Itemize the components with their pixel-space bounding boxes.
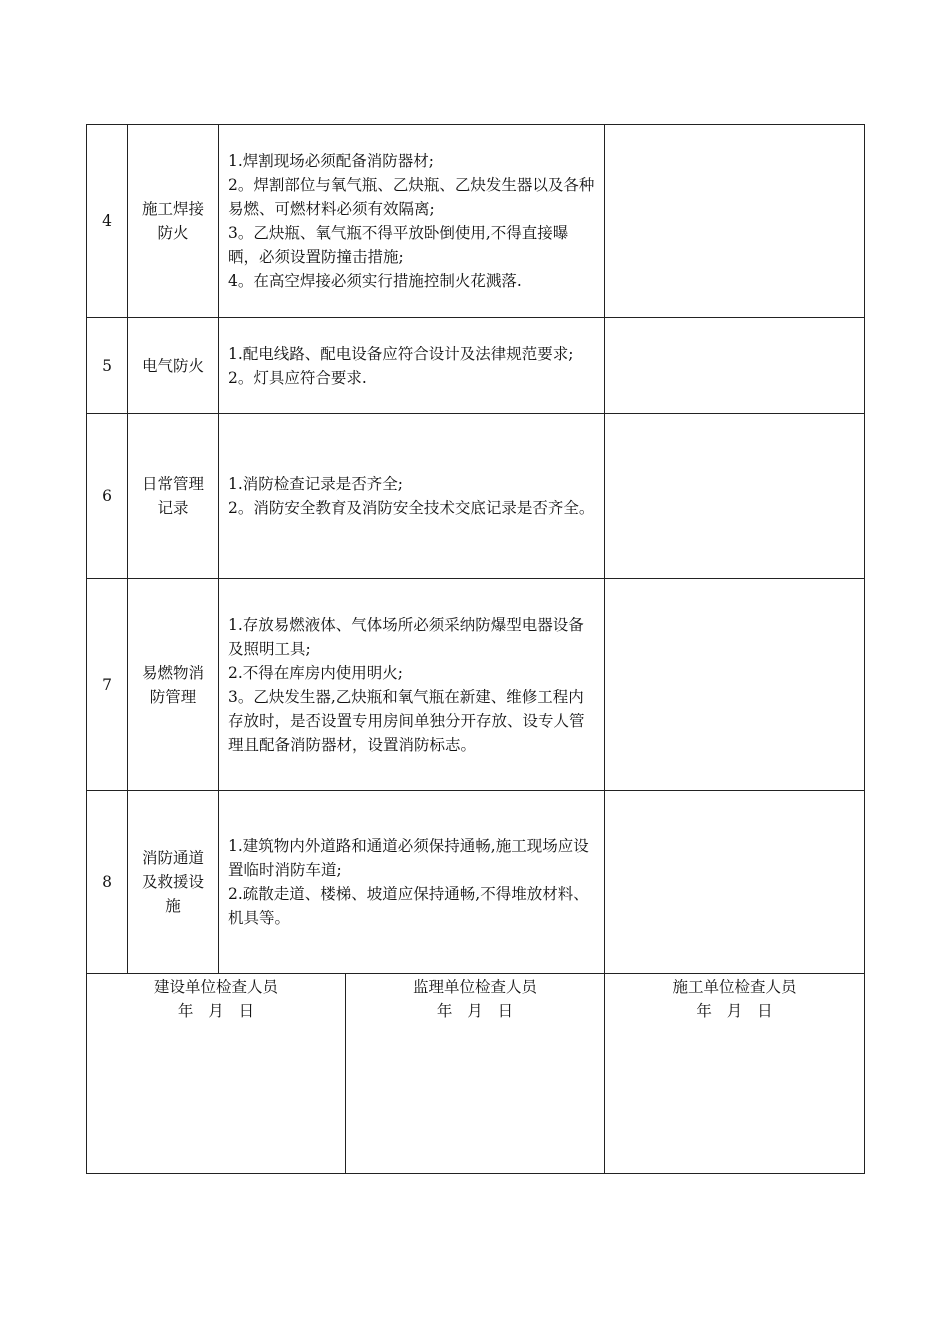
check-result-cell[interactable] (605, 579, 865, 791)
check-content (219, 318, 605, 414)
check-result-cell[interactable] (605, 791, 865, 974)
content-line: 1.建筑物内外道路和通道必须保持通畅,施工现场应设置临时消防车道; (228, 837, 589, 879)
signature-title: 建设单位检查人员 (153, 978, 278, 996)
row-number: 7 (87, 579, 128, 791)
check-item (128, 318, 219, 414)
check-content (219, 125, 605, 318)
check-content (219, 791, 605, 974)
row-number: 4 (87, 125, 128, 318)
check-item-line: 易燃物消 (141, 663, 204, 682)
content-line: 2。消防安全教育及消防安全技术交底记录是否齐全。 (228, 499, 595, 517)
table-row (87, 414, 865, 579)
check-item-line: 防火 (157, 224, 189, 242)
fire-inspection-table (86, 124, 865, 1174)
check-item (128, 791, 219, 974)
row-number: 8 (87, 791, 128, 974)
table-row (87, 579, 865, 791)
check-item-line: 电气防火 (141, 356, 204, 375)
content-line: 2.疏散走道、楼梯、坡道应保持通畅,不得堆放材料、机具等。 (228, 885, 589, 927)
row-number: 5 (87, 318, 128, 414)
check-item (128, 414, 219, 579)
signature-construction-unit[interactable] (87, 974, 346, 1174)
check-result-cell[interactable] (605, 318, 865, 414)
signature-date: 年 月 日 (696, 1002, 773, 1020)
content-line: 3。乙炔瓶、氧气瓶不得平放卧倒使用,不得直接曝晒，必须设置防撞击措施; (228, 224, 569, 266)
check-item-line: 记录 (157, 499, 189, 517)
table-row (87, 791, 865, 974)
content-line: 2。灯具应符合要求. (228, 368, 367, 387)
check-item-line: 消防通道 (141, 849, 204, 867)
content-line: 2。焊割部位与氧气瓶、乙炔瓶、乙炔发生器以及各种易燃、可燃材料必须有效隔离; (228, 176, 595, 218)
signature-date: 年 月 日 (436, 1002, 514, 1020)
check-result-cell[interactable] (605, 125, 865, 318)
check-item-line: 防管理 (149, 687, 197, 706)
table-row (87, 318, 865, 414)
content-line: 1.焊割现场必须配备消防器材; (228, 152, 435, 170)
content-line: 1.消防检查记录是否齐全; (228, 475, 404, 493)
content-line: 1.配电线路、配电设备应符合设计及法律规范要求; (228, 344, 574, 363)
check-item-line: 施工焊接 (141, 200, 204, 218)
signature-row (87, 974, 865, 1174)
signature-supervision-unit[interactable] (346, 974, 605, 1174)
check-item (128, 125, 219, 318)
content-line: 4。在高空焊接必须实行措施控制火花溅落. (228, 272, 522, 290)
check-result-cell[interactable] (605, 414, 865, 579)
signature-title: 监理单位检查人员 (412, 978, 537, 996)
check-item-line: 施 (165, 897, 181, 915)
check-content (219, 579, 605, 791)
check-item (128, 579, 219, 791)
signature-title: 施工单位检查人员 (672, 978, 797, 996)
content-line: 1.存放易燃液体、气体场所必须采纳防爆型电器设备及照明工具; (228, 615, 584, 658)
check-item-line: 及救援设 (141, 873, 204, 891)
signature-contractor-unit[interactable] (605, 974, 865, 1174)
signature-date: 年 月 日 (177, 1002, 255, 1020)
table-row (87, 125, 865, 318)
check-item-line: 日常管理 (141, 475, 204, 493)
content-line: 3。乙炔发生器,乙炔瓶和氧气瓶在新建、维修工程内存放时，是否设置专用房间单独分开存放、设专人管理且配备消防器材，设置消防标志。 (228, 687, 585, 754)
row-number: 6 (87, 414, 128, 579)
check-content (219, 414, 605, 579)
content-line: 2.不得在库房内使用明火; (228, 663, 404, 682)
